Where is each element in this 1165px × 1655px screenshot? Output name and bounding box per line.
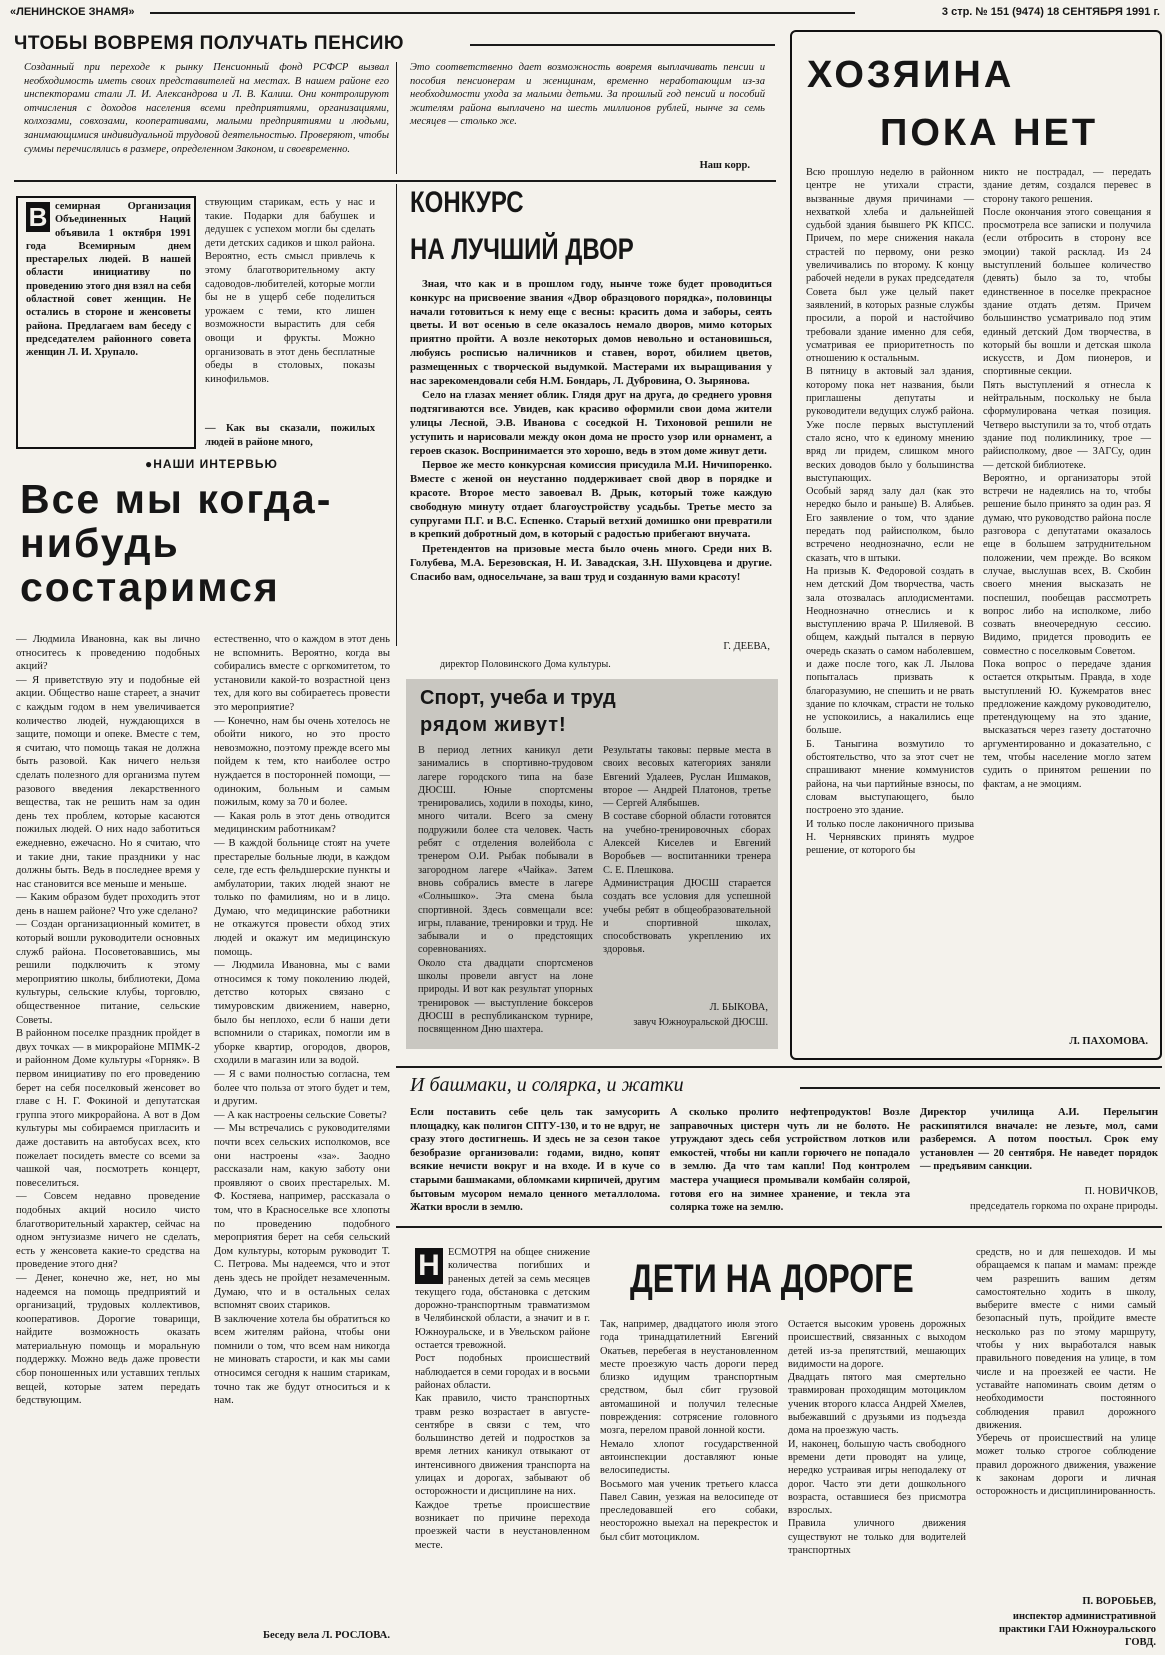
sport-signature-role: завуч Южноуральской ДЮСШ. [633,1017,768,1028]
owner-signature: Л. ПАХОМОВА. [1069,1036,1148,1047]
women-day-dropcap: В [26,202,50,232]
boots-signature: П. НОВИЧКОВ, [1084,1186,1158,1197]
children-dropcap: Н [415,1248,443,1284]
pension-col1: Созданный при переходе к рынку Пенсионный фонд РСФСР вызвал необходимость иметь своих представителей на местах. В нашем районе его инспекторами стали Л. И. Александрова и Л. В. Калиш. Они контролируют отчисления с доходов населения всеми предприятиями, организациями, колхозами, совхозами, кооперативами, малыми предприятиями и людьми, занимающимися индивидуальной трудовой деятельностью. Проверяют, чтобы суммы перечислялись в размере, определенном Законом, и своевременно. [24,62,389,155]
contest-lead [410,278,772,586]
children-col1 [415,1246,590,1552]
interview-col1: — Людмила Ивановна, как вы лично относитесь к проведению подобных акций? — Я приветствую эту и подобные ей акции. Общество наше стареет, а значит с каждым годом в нем увеличивается количество людей, нуждающихся в защите, помощи и опеке. Вместе с тем, я считаю, что помощь такая не должна быть разовой. Как ничего нельзя сделать полезного для организма путем разового введения лекарственного вещества, так не решить нам за один день тех проблем, которые касаются пожилых людей. О них надо заботиться ежедневно, ежечасно. Но я считаю, что и такие дни, такие праздники у нас должны быть. Ведь в последнее время у нас становится все меньше и меньше. — Каким образом будет проходить этот день в нашем районе? Что уже сделано? — Создан организационный комитет, в который вошли руководители основных служб района. Посоветовавшись, мы решили подключить к этому мероприятию школы, библиотеки, Дома культуры, сельские клубы, торговлю, общественное питание, сельские Советы. В районном поселке праздник пройдет в двух точках — в микрорайоне МПМК-2 и районном Доме культуры «Горняк». В первом инициативу по его проведению берет на себя поселковый женсовет во главе с Н. Г. Фокиной и депутатская группа этого микрорайона. А вот в Дом культуры мы собираемся пригласить и даже доставить на автобусах всех, кто пожелает посидеть вместе со всеми за чашкой чая, посмотреть концерт, повеселиться. — Совсем недавно проведение подобных акций носило чисто благотворительный характер, сейчас на одном энтузиазме ничего не сделать, есть у женсовета какие-то средства на проведение этого дня? — Денег, конечно же, нет, но мы надеемся на помощь предприятий и организаций, трудовых коллективов, кооперативов. Дорогие товарищи, найдите возможность оказать материальную помощь и моральную поддержку. Можно ведь даже провести сбор поношенных или уставших теплых вещей, которые затем передать бедствующим. [16,634,200,1407]
boots-bottom-rule [396,1226,1162,1228]
children-col3: Остается высоким уровень дорожных происшествий, связанных с выходом детей из-за препятствий, мешающих видимости на дороге. Двадцать пятого мая смертельно травмирован проходящим мотоциклом ученик второго класса Андрей Хмелев, выбежавший с друзьями из подъезда дома на проезжую часть. И, наконец, большую часть свободного времени дети проводят на улице, нередко устраивая игры неподалеку от дорог. Часто эти дети дошкольного возраста, оставшиеся без присмотра взрослых. Правила уличного движения существуют не только для водителей транспортных [788,1319,966,1557]
pension-signature: Наш корр. [699,160,750,171]
pension-title: ЧТОБЫ ВОВРЕМЯ ПОЛУЧАТЬ ПЕНСИЮ [14,33,404,54]
contest-signature: Г. ДЕЕВА, [723,641,770,652]
header-rule [150,12,855,14]
boots-title-rule [800,1087,1160,1089]
children-signature: П. ВОРОБЬЕВ, [1082,1596,1156,1607]
boots-col1: Если поставить себе цель так замусорить площадку, как полигон СПТУ-130, и то не вдруг, не сразу этого достигнешь. И здесь не за сезон такое безобразие организовали: годами, видно, копят всякие нечисти вокруг и на входе. И в куче со старыми башмаками, обломками кирпичей, другим бытовым мусором немало ценного металлолома. Жатки вросли в землю. [410,1107,661,1214]
contest-title-2: НА ЛУЧШИЙ ДВОР [410,233,634,266]
issue-info: 3 стр. № 151 (9474) 18 СЕНТЯБРЯ 1991 г. [941,6,1160,18]
pension-bottom-rule [14,180,776,182]
pension-col2: Это соответственно дает возможность вовремя выплачивать пенсии и пособия пенсионерам и женщинам, временно неработающим из-за необходимости ухода за малыми детьми. За прошлый год пенсий и пособий жителям района выплачено на шесть миллионов рублей, нынче за семь месяцев — столько же. [410,62,765,128]
contest-p1: Зная, что как и в прошлом году, нынче тоже будет проводиться конкурс на присвоение звания «Двор образцового порядка», половинцы начали готовиться к нему еще с весны: красить дома и заборы, сеять цветы. И вот осенью в селе оказалось немало дворов, мимо которых приятно пройти. А возле некоторых домов невольно и остановишься, любуясь росписью наличников и ставен, ворот, обилием цветов, размещенных с творческой выдумкой. Мастерами их выращивания у нас зарекомендовали себя Н.М. Бондарь, Л. Дубровина, О. Зырянова. [410,278,772,387]
contest-title-1: КОНКУРС [410,186,524,219]
contest-left-rule [396,184,397,646]
children-col1-text: ЕСМОТРЯ на общее снижение количества погибших и раненых детей за семь месяцев текущего года, обстановка с детским дорожно-транспортным травматизмом в Челябинской области, а значит и в г. Южноуральске, и в Увельском районе остается тревожной. Рост подобных происшествий наблюдается в семи городах и в восьми районах области. Как правило, чисто транспортных травм резко возрастает в августе-сентябре в связи с тем, что большинство детей и подростков за время летних каникул отвыкают от интенсивного движения транспорта на улицах и дорогах, забывают об осторожности и дисциплине на них. Каждое третье происшествие возникает по причине перехода проезжей части в неустановленном месте. [415,1247,590,1551]
interview-title: Все мы когда-нибудь состаримся [20,476,333,610]
boots-col2: А сколько пролито нефтепродуктов! Возле заправочных цистерн чуть ли не болото. Не утруждают здесь себя устройством лотков или емкостей, чтобы ни капли горючего не попадало в землю. Да что там капли! Под контролем мастера учащиеся промывали комбайн солярой, готовя его на зимнее хранение, и текла эта солярка тоже на землю. [670,1107,910,1214]
boots-title: И башмаки, и солярка, и жатки [410,1074,684,1096]
sport-title-2: рядом живут! [420,714,567,736]
owner-col2: никто не пострадал, — передать здание детям, создался перевес в сторону такого решения. После окончания этого совещания я просмотрела все записки и получила (если отбросить в сторону все эмоции) такой расклад. Из 24 выступлений большее количество (девять) было за то, чтобы единственное в поселке прекрасное здание отдать детям. Причем большинство усматривало под этим единый детский Дом творчества, в который бы вошли и детская школа искусств, и Дом пионеров, и спортивные секции. Пять выступлений я отнесла к нейтральным, поскольку не была сформулирована четкая позиция. Четверо выступили за то, чтоб отдать здание под поликлинику, трое — райисполкому, двое — ЗАГСу, один — детской библиотеке. Вероятно, и организаторы этой встречи не надеялись на то, чтобы решение было принято за один раз. Я думаю, что руководство района после разговора с депутатами оказалось еще в большем затруднительном положении, чем прежде. Во всяком случае, выслушав всех, В. Скобин своего мнения высказать не поспешил, пообещав рассмотреть вопрос либо на исполкоме, либо созвать внеочередную сессию. Видимо, придется проводить ее совместно с поселковым Советом. Пока вопрос о передаче здания остается открытым. Правда, в ходе выступлений Ю. Кужемратов внес предложение каждому руководителю, претендующему на это здание, высказаться через газету достаточно аргументированно и доказательно, с тем, чтобы население могло затем судить о принятом решении по фактам, а не эмоциям. [983,167,1151,790]
sport-col1: В период летних каникул дети занимались в спортивно-трудовом лагере городского типа на базе ДЮСШ. Юные спортсмены тренировались, ходили в походы, кино, много читали. Всего за смену подружили более ста человек. Часть ребят с отделения волейбола с тренером О.И. Рыбак побывали в загородном лагере «Чайка». Затем вновь собрались вместе в лагере «Солнышко». Эта смена была спортивной. Здесь совмещали все: игры, плавание, тренировки и труд. Не забывали и о предстоящих соревнованиях. Около ста двадцати спортсменов школы провели август на лоне природы. И вот как результат упорных тренировок — выступление боксеров ДЮСШ в республиканском турнире, посвященном Дню шахтера. [418,745,593,1036]
owner-col1: Всю прошлую неделю в районном центре не утихали страсти, вызванные двумя причинами — нехваткой хлеба и дальнейшей судьбой здания бывшего РК КПСС. Причем, по мере снижения накала страстей по первому, они резко увеличивались по второму. К концу рабочей недели в руках председателя Совета был уже целый пакет заявлений, в которых разные службы просили, а порой и настойчиво требовали здание именно для себя, усматривая ее приоритетность по отношению к остальным. В пятницу в актовый зал здания, которому пока нет названия, были приглашены депутаты и руководители ведущих служб района. Уже после первых выступлений стало ясно, что к единому мнению вряд ли придем, слишком много веских доводов было у большинства выступающих. Особый заряд залу дал (как это нередко было и раньше) В. Алябьев. Его заявление о том, что здание передать под райисполком, было встречено неоднозначно, если не сказать, что в штыки. На призыв К. Федоровой создать в нем детский Дом творчества, часть зала отозвалась аплодисментами. Неоднозначно отнеслись и к выступлению врача Р. Шиляевой. В общем, каждый пытался в первую очередь сказать о самом наболевшем, и даже после того, как Л. Лылова попыталась призвать к благоразумию, не спешить и не рвать здание по клочкам, страсти не только не успокоились, а накалились еще больше. Б. Таныгина возмутило то обстоятельство, что за этот счет не спрашивают мнение коммунистов района, на чьи партийные взносы, по словам выступающего, было построено это здание. И только после лаконичного призыва Н. Чернявских принять мудрое решение, от которого бы [806,167,974,857]
children-title: ДЕТИ НА ДОРОГЕ [630,1257,914,1301]
sport-title-1: Спорт, учеба и труд [420,687,616,709]
children-col2: Так, например, двадцатого июля этого года тринадцатилетний Евгений Окатьев, перебегая в неустановленном месте проезжую часть дороги перед близко идущим транспортным средством, был сбит грузовой автомашиной и получил телесные повреждения: сотрясение головного мозга, перелом правой лонной кости. Немало хлопот государственной автоинспекции доставляют юные велосипедисты. Восьмого мая ученик третьего класса Павел Савин, уезжая на велосипеде от преследовавшей его собаки, неосторожно выехал на перекресток и был сбит мотоциклом. [600,1319,778,1543]
boots-col3: Директор училища А.И. Перелыгин раскипятился вначале: не лезьте, мол, сами разберемся. А потом поостыл. Срок ему установлен — 20 сентября. Не наведет порядок — предъявим санкции. [920,1107,1158,1173]
women-day-text: семирная Организация Объединенных Наций объявила 1 октября 1991 года Всемирным днем престарелых людей. В нашей области инициативу по проведению этого дня взял на себя областной совет женщин. Не остались в стороне и женсоветы района. Предлагаем вам беседу с председателем районного совета женщин Л. И. Хрупало. [26,201,191,359]
interview-signature: Беседу вела Л. РОСЛОВА. [262,1630,390,1641]
sport-col2: Результаты таковы: первые места в своих весовых категориях заняли Евгений Удалеев, Руслан Ишмаков, второе — Андрей Платонов, третье — Сергей Алябышев. В составе сборной области готовятся на учебно-тренировочных сборах Алексей Киселев и Евгений Воробьев — воспитанники тренера С. Е. Плешкова. Администрация ДЮСШ старается создать все условия для успешной учебы ребят в общеобразовательной и спортивной школах, способствовать укреплению их здоровья. [603,745,771,956]
interview-col2: естественно, что о каждом в этот день не вспомнить. Вероятно, когда вы собирались вместе с оргкомитетом, то установили какой-то возрастной ценз тех, для кого вы собираетесь провести это мероприятие? — Конечно, нам бы очень хотелось не обойти никого, но это просто невозможно, поэтому прежде всего мы пойдем к тем, кто наиболее остро нуждается в посторонней помощи, — одиноким, больным и самым пожилым, кому за 70 и более. — Какая роль в этот день отводится медицинским работникам? — В каждой больнице стоят на учете престарелые больные люди, в каждом селе, где есть фельдшерские пункты и амбулатории, таких людей знают не только по фамилиям, но и в лицо. Думаю, что медицинские работники не откажутся провести обход этих людей и окажут им медицинскую помощь. — Людмила Ивановна, мы с вами относимся к тому поколению людей, детство которых связано с тимуровским движением, наверно, было бы неплохо, если б наши дети вспомнили о стариках, помогли им в уборке квартир, огородов, дворов, сходили в магазин или за водой. — Я с вами полностью согласна, тем более что польза от этого будет и тем, и другим. — А как настроены сельские Советы? — Мы встречались с руководителями почти всех сельских исполкомов, все они настроены «за». Заодно рассказали нам, какую заботу они проявляют о своих престарелых. М. Ф. Костяева, например, рассказала о том, что в Красносельке все хлопоты по проведению подобного мероприятия берет на себя сельский Дом культуры, которым руководит Т. С. Петрова. Мы надеемся, что и этот день здесь не пройдет незамеченным. Думаю, что и в остальных селах вспомнят своих стариков. В заключение хотела бы обратиться ко всем жителям района, чтобы они помнили о том, что всем нам никогда не миновать старости, и как мы сами относимся сегодня к нашим старикам, точно так же будут относиться и к нам. [214,634,390,1407]
women-day-lead [26,200,191,360]
sport-signature: Л. БЫКОВА, [709,1002,768,1013]
owner-title-2: ПОКА НЕТ [880,112,1099,154]
pension-title-rule [470,44,775,46]
women-day-col2: ствующим старикам, есть у нас и такие. Подарки для бабушек и дедушек с успехом могли бы сделать дети детских садиков и школ района. Вероятно, есть смысл привлечь к этому благотворительному акту садоводов-любителей, которые могли бы не в ущерб себе поделиться урожаем с теми, кто лишен возможности вырастить для себя овощи и фрукты. Можно организовать в этот день бесплатные обеды в столовых, показы кинофильмов. [205,197,375,385]
owner-title-1: ХОЗЯИНА [807,54,1015,96]
women-day-question: — Как вы сказали, пожилых людей в районе много, [205,423,375,448]
contest-signature-role: директор Половинского Дома культуры. [440,659,611,670]
boots-signature-role: председатель горкома по охране природы. [970,1201,1158,1212]
contest-p4: Претендентов на призовые места было очень много. Среди них В. Голубева, М.А. Березовская, Н. И. Завадская, З.Н. Шуховцева и другие. Спасибо вам, односельчане, за ваш труд и созданную вами красоту! [410,543,772,583]
newspaper-name: «ЛЕНИНСКОЕ ЗНАМЯ» [10,6,135,18]
boots-top-rule [396,1066,1162,1068]
pension-column-rule [396,62,397,174]
interview-rubric: ●НАШИ ИНТЕРВЬЮ [145,457,278,471]
children-col4: средств, но и для пешеходов. И мы обращаемся к папам и мамам: прежде чем разрешить вашим детям самостоятельно ходить в школу, выберите вместе с ними самый безопасный путь, пройдите вместе несколько раз по этому маршруту, чтобы у них выработался навык правильного поведения на улице, в том числе и на проезжей ее части. Не уставайте напоминать своим детям о необходимости постоянного соблюдения правил дорожного движения. Уберечь от происшествий на улице может только строгое соблюдение правил дорожного движения, уважение к законам дороги и личная осторожность и дисциплинированность. [976,1247,1156,1498]
contest-p2: Село на глазах меняет облик. Глядя друг на друга, до среднего уровня подтягиваются все. Увидев, как красиво оформили свои дома жители улицы Лесной, Э.В. Иванова с соседкой Н. Тихоновой решили не уступить и нарисовали между окон дома не просто узор или орнамент, а героев сказок. Воспринимается это хорошо, ведь в этом доме живут дети. [410,389,772,457]
contest-p3: Первое же место конкурсная комиссия присудила М.И. Ничипоренко. Вместе с женой он неустанно поддерживает свой двор в порядке и красоте. Второе место завоевал В. Дрык, который тоже каждую свободную минуту отдает благоустройству усадьбы. Третье место за супругами П.Г. и В.С. Еспенко. Старый ветхий домишко они превратили в крепкий добротный дом, в который с радостью прибегают внучата. [410,459,772,541]
children-signature-role: инспектор административной практики ГАИ Южноуральского ГОВД. [999,1611,1156,1648]
